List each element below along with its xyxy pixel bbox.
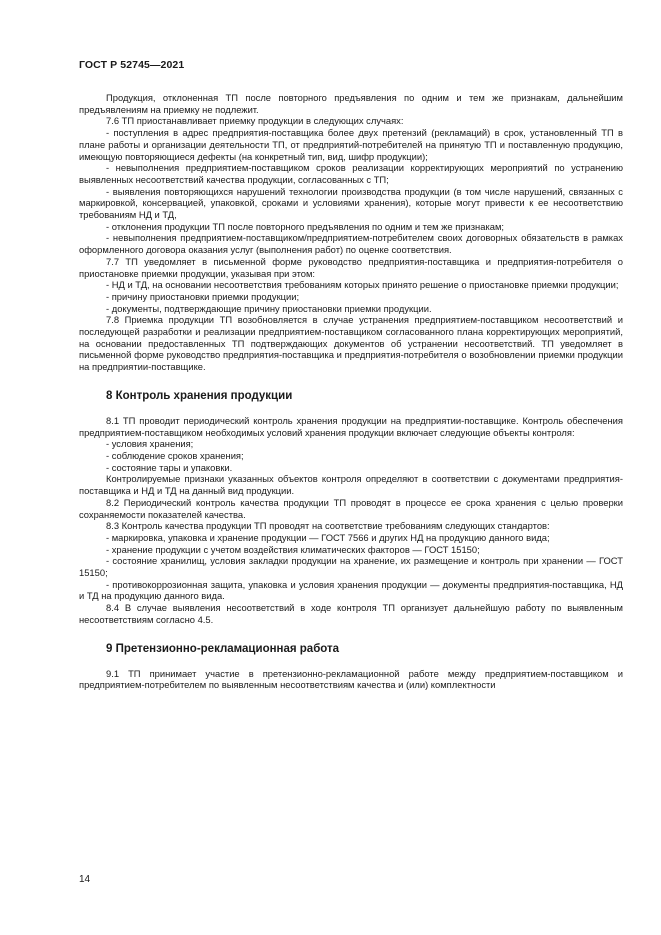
list-item: - поступления в адрес предприятия-поставщика более двух претензий (рекламаций) в срок, установленный ТП в плане работы и организации деятельности ТП, от предприятий-потребителей на принятую ТП и поставленную продукцию, имеющую повторяющиеся дефекты (на конкретный тип, вид, шифр продукции); [79, 127, 623, 162]
page-number: 14 [79, 874, 91, 885]
document-body [79, 92, 623, 691]
paragraph: 7.8 Приемка продукции ТП возобновляется в случае устранения предприятием-поставщиком несоответствий и последующей разработки и реализации предприятием-поставщиком согласованного плана корректирующих мероприятий, на основании предоставленных ТП подтверждающих документов об устранении несоответствий. ТП уведомляет в письменной форме руководство предприятия-поставщика и предприятия-потребителя о возобновлении приемки продукции на предприятии-поставщике. [79, 314, 623, 373]
paragraph: 7.6 ТП приостанавливает приемку продукции в следующих случаях: [106, 115, 404, 127]
list-item: - НД и ТД, на основании несоответствия требованиям которых принято решение о приостановке приемки продукции; [106, 279, 619, 291]
paragraph: 8.2 Периодический контроль качества продукции ТП проводят в процессе ее срока хранения с целью проверки сохраняемости показателей качества. [79, 496, 623, 520]
list-item: - состояние тары и упаковки. [106, 461, 233, 473]
list-item: - хранение продукции с учетом воздействия климатических факторов — ГОСТ 15150; [106, 543, 480, 555]
list-item: - невыполнения предприятием-поставщиком/предприятием-потребителем своих договорных обязательств в рамках оформленного договора оказания услуг (выполнения работ) по оценке соответствия. [79, 232, 623, 256]
document-header: ГОСТ Р 52745—2021 [79, 59, 185, 71]
section-heading: 9 Претензионно-рекламационная работа [106, 642, 340, 655]
paragraph: Продукция, отклоненная ТП после повторного предъявления по одним и тем же признакам, дальнейшим предъявлениям на приемку не подлежит. [79, 92, 623, 115]
paragraph: 8.4 В случае выявления несоответствий в ходе контроля ТП организует дальнейшую работу по выявленным несоответствиям согласно 4.5. [79, 602, 623, 625]
list-item: - документы, подтверждающие причину приостановки приемки продукции. [106, 302, 432, 314]
list-item: - условия хранения; [106, 438, 194, 450]
list-item: - противокоррозионная защита, упаковка и условия хранения продукции — документы предприятия-поставщика, НД и ТД на продукцию данного вида. [79, 578, 623, 602]
list-item: - соблюдение сроков хранения; [106, 449, 244, 461]
paragraph: 8.1 ТП проводит периодический контроль хранения продукции на предприятии-поставщике. Контроль обеспечения предприятием-поставщиком необходимых условий хранения продукции включает следующие объекты контроля: [79, 414, 623, 438]
list-item: - состояние хранилищ, условия закладки продукции на хранение, их размещение и контроль при хранении — ГОСТ 15150; [79, 555, 623, 579]
list-item: - невыполнения предприятием-поставщиком сроков реализации корректирующих мероприятий по устранению выявленных несоответствий качества продукции, согласованных с ТП; [79, 162, 623, 185]
section-heading: 8 Контроль хранения продукции [106, 389, 293, 402]
paragraph: Контролируемые признаки указанных объектов контроля определяют в соответствии с документами предприятия-поставщика и НД и ТД на данный вид продукции. [79, 473, 623, 497]
list-item: - выявления повторяющихся нарушений технологии производства продукции (в том числе нарушений, связанных с маркировкой, консервацией, упаковкой, сроками и условиями хранения), которые могут привести к ее несоответствию требованиям НД и ТД, [79, 185, 623, 221]
paragraph: 8.3 Контроль качества продукции ТП проводят на соответствие требованиям следующих стандартов: [106, 520, 550, 532]
paragraph: 7.7 ТП уведомляет в письменной форме руководство предприятия-поставщика и предприятия-потребителя о приостановке приемки продукции, указывая при этом: [79, 255, 623, 279]
list-item: - маркировка, упаковка и хранение продукции — ГОСТ 7566 и других НД на продукцию данного вида; [106, 531, 550, 543]
list-item: - отклонения продукции ТП после повторного предъявления по одним и тем же признакам; [106, 220, 505, 232]
list-item: - причину приостановки приемки продукции; [106, 290, 300, 302]
paragraph: 9.1 ТП принимает участие в претензионно-рекламационной работе между предприятием-поставщиком и предприятием-потребителем по выявленным несоответствиям качества и (или) комплектности [79, 667, 623, 691]
